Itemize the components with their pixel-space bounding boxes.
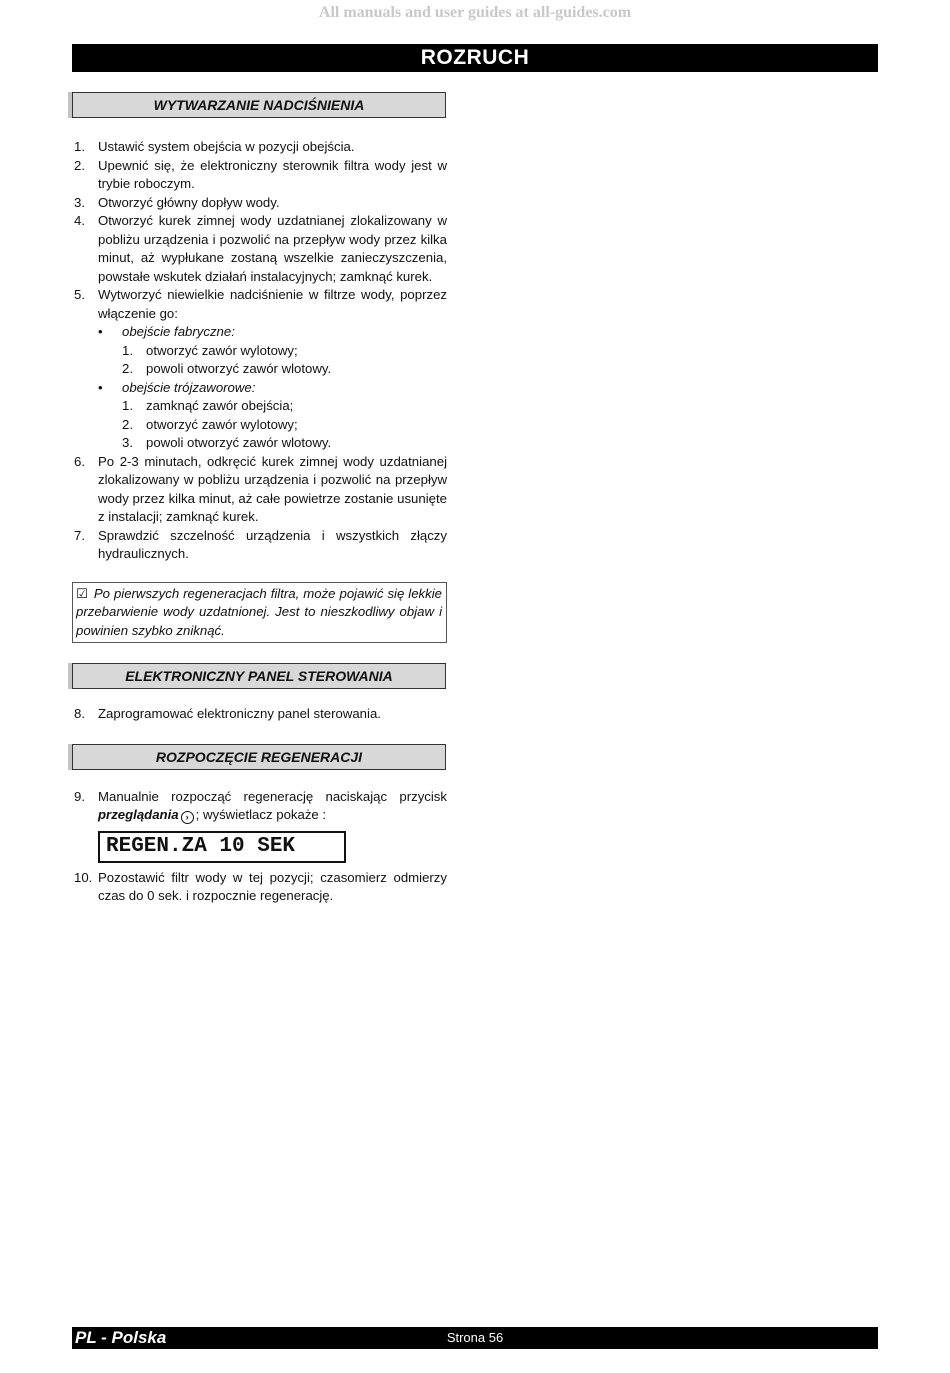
footer-language: PL - Polska xyxy=(75,1328,167,1347)
list-item: 2. powoli otworzyć zawór wlotowy. xyxy=(122,361,332,376)
step-list-regeneration xyxy=(72,788,447,825)
display-readout: REGEN.ZA 10 SEK xyxy=(98,831,346,863)
watermark: All manuals and user guides at all-guides.com xyxy=(318,4,632,21)
list-item: 9. Manualnie rozpocząć regenerację naciskając przycisk przeglądania › ; wyświetlacz pokaże : xyxy=(74,788,447,822)
list-item: 2. otworzyć zawór wylotowy; xyxy=(122,416,298,432)
list-item: 8. Zaprogramować elektroniczny panel sterowania. xyxy=(74,706,381,721)
list-item: 2. Upewnić się, że elektroniczny sterownik filtra wody jest w trybie roboczym. xyxy=(74,157,447,191)
section-header-pressure: WYTWARZANIE NADCIŚNIENIA xyxy=(72,92,446,118)
page-number: Strona 56 xyxy=(446,1330,504,1345)
step-list-pressure xyxy=(72,138,447,564)
browse-button-icon: › xyxy=(181,811,194,824)
section-header-control-panel: ELEKTRONICZNY PANEL STEROWANIA xyxy=(72,663,446,689)
list-item: 1. otworzyć zawór wylotowy; xyxy=(122,342,298,358)
bypass-factory-label: • obejście fabryczne: xyxy=(98,324,235,339)
footer xyxy=(72,1327,878,1349)
note-text: Po pierwszych regeneracjach filtra, może pojawić się lekkie przebarwienie wody uzdatnionej. Jest to nieszkodliwy objaw i powinien szybko zniknąć. xyxy=(76,585,442,638)
step-list-control-panel xyxy=(72,705,447,724)
list-item: 3. powoli otworzyć zawór wlotowy. xyxy=(122,435,332,450)
list-item: 1. zamknąć zawór obejścia; xyxy=(122,398,294,413)
main-content xyxy=(72,92,447,906)
list-item: 5. Wytworzyć niewielkie nadciśnienie w filtrze wody, poprzez włączenie go: • obejście fabryczne: 1. otworzyć zawór wylotowy; 2. powoli otworzyć zawór wlotowy. • obejście trójzaworowe: 1. zamknąć zawór obejścia; 2. otworzyć zawór wylotowy; 3. powoli otworzyć zawór wlotowy. xyxy=(72,286,447,453)
step-list-regeneration-cont xyxy=(72,869,447,906)
list-item: 7. Sprawdzić szczelność urządzenia i wszystkich złączy hydraulicznych. xyxy=(74,527,447,561)
list-item: 3. Otworzyć główny dopływ wody. xyxy=(74,194,280,210)
bypass-three-way-label: • obejście trójzaworowe: xyxy=(98,379,256,395)
list-item: 6. Po 2-3 minutach, odkręcić kurek zimnej wody uzdatnianej zlokalizowany w pobliżu urządzenia i pozwolić na przepływ wody przez kilka minut, aż całe powietrze zostanie usunięte z instalacji; zamknąć kurek. xyxy=(74,453,447,524)
list-item: 10. Pozostawić filtr wody w tej pozycji; czasomierz odmierzy czas do 0 sek. i rozpocznie regenerację. xyxy=(74,869,447,903)
page-title: ROZRUCH xyxy=(72,44,878,72)
list-item: 4. Otworzyć kurek zimnej wody uzdatnianej zlokalizowany w pobliżu urządzenia i pozwolić na przepływ wody przez kilka minut, aż wypłukane zostaną wszelkie zanieczyszczenia, powstałe wskutek działań instalacyjnych; zamknąć kurek. xyxy=(74,213,447,284)
section-header-regeneration: ROZPOCZĘCIE REGENERACJI xyxy=(72,744,446,770)
checkbox-icon: ☑ xyxy=(76,585,88,601)
note-box xyxy=(72,582,447,644)
list-item: 1. Ustawić system obejścia w pozycji obejścia. xyxy=(74,139,355,154)
